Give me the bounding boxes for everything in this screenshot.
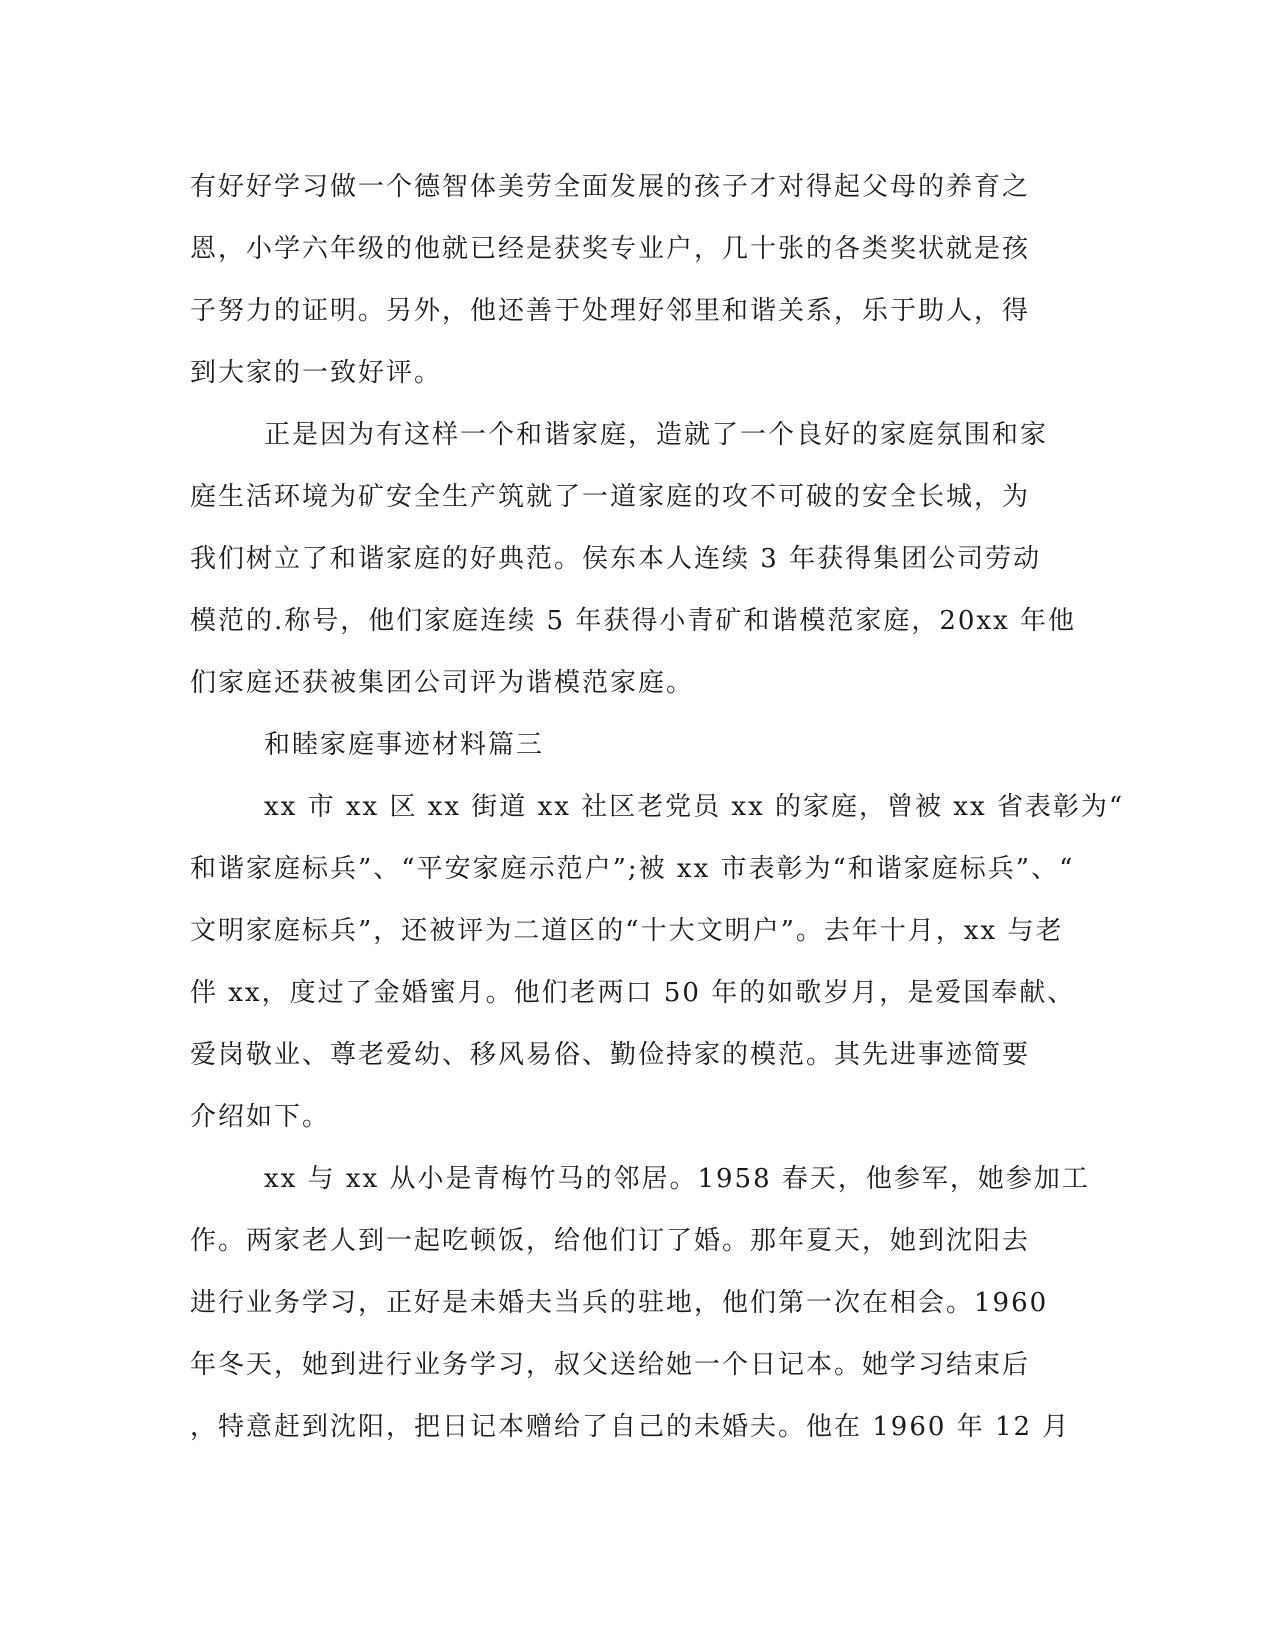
body-text-line: 爱岗敬业、尊老爱幼、移风易俗、勤俭持家的模范。其先进事迹简要 <box>190 1040 1031 1070</box>
body-text-line: 庭生活环境为矿安全生产筑就了一道家庭的攻不可破的安全长城，为 <box>190 482 1031 512</box>
paragraph-first-line: xx 市 xx 区 xx 街道 xx 社区老党员 xx 的家庭，曾被 xx 省表彰为“ <box>264 792 1125 822</box>
body-text-line: 恩，小学六年级的他就已经是获奖专业户，几十张的各类奖状就是孩 <box>190 234 1031 264</box>
body-text-line: 模范的.称号，他们家庭连续 5 年获得小青矿和谐模范家庭，20xx 年他 <box>190 606 1077 636</box>
body-text-line: 伴 xx，度过了金婚蜜月。他们老两口 50 年的如歌岁月，是爱国奉献、 <box>190 978 1076 1008</box>
body-text-line: 文明家庭标兵”，还被评为二道区的“十大文明户”。去年十月，xx 与老 <box>190 916 1064 946</box>
body-text-line: 作。两家老人到一起吃顿饭，给他们订了婚。那年夏天，她到沈阳去 <box>190 1226 1031 1256</box>
body-text-line: 到大家的一致好评。 <box>190 358 443 388</box>
body-text-line: 子努力的证明。另外，他还善于处理好邻里和谐关系，乐于助人，得 <box>190 296 1031 326</box>
paragraph-first-line: 正是因为有这样一个和谐家庭，造就了一个良好的家庭氛围和家 <box>264 420 1049 450</box>
body-text-line: 介绍如下。 <box>190 1102 331 1132</box>
body-text-line: 进行业务学习，正好是未婚夫当兵的驻地，他们第一次在相会。1960 <box>190 1288 1049 1318</box>
body-text-line: ，特意赶到沈阳，把日记本赠给了自己的未婚夫。他在 1960 年 12 月 <box>190 1412 1071 1442</box>
section-heading: 和睦家庭事迹材料篇三 <box>264 730 545 760</box>
body-text-line: 年冬天，她到进行业务学习，叔父送给她一个日记本。她学习结束后 <box>190 1350 1031 1380</box>
body-text-line: 我们树立了和谐家庭的好典范。侯东本人连续 3 年获得集团公司劳动 <box>190 544 1042 574</box>
paragraph-first-line: xx 与 xx 从小是青梅竹马的邻居。1958 春天，他参军，她参加工 <box>264 1164 1090 1194</box>
body-text-line: 和谐家庭标兵”、“平安家庭示范户”;被 xx 市表彰为“和谐家庭标兵”、“ <box>190 854 1075 884</box>
body-text-line: 们家庭还获被集团公司评为谐模范家庭。 <box>190 668 695 698</box>
body-text-line: 有好好学习做一个德智体美劳全面发展的孩子才对得起父母的养育之 <box>190 172 1031 202</box>
